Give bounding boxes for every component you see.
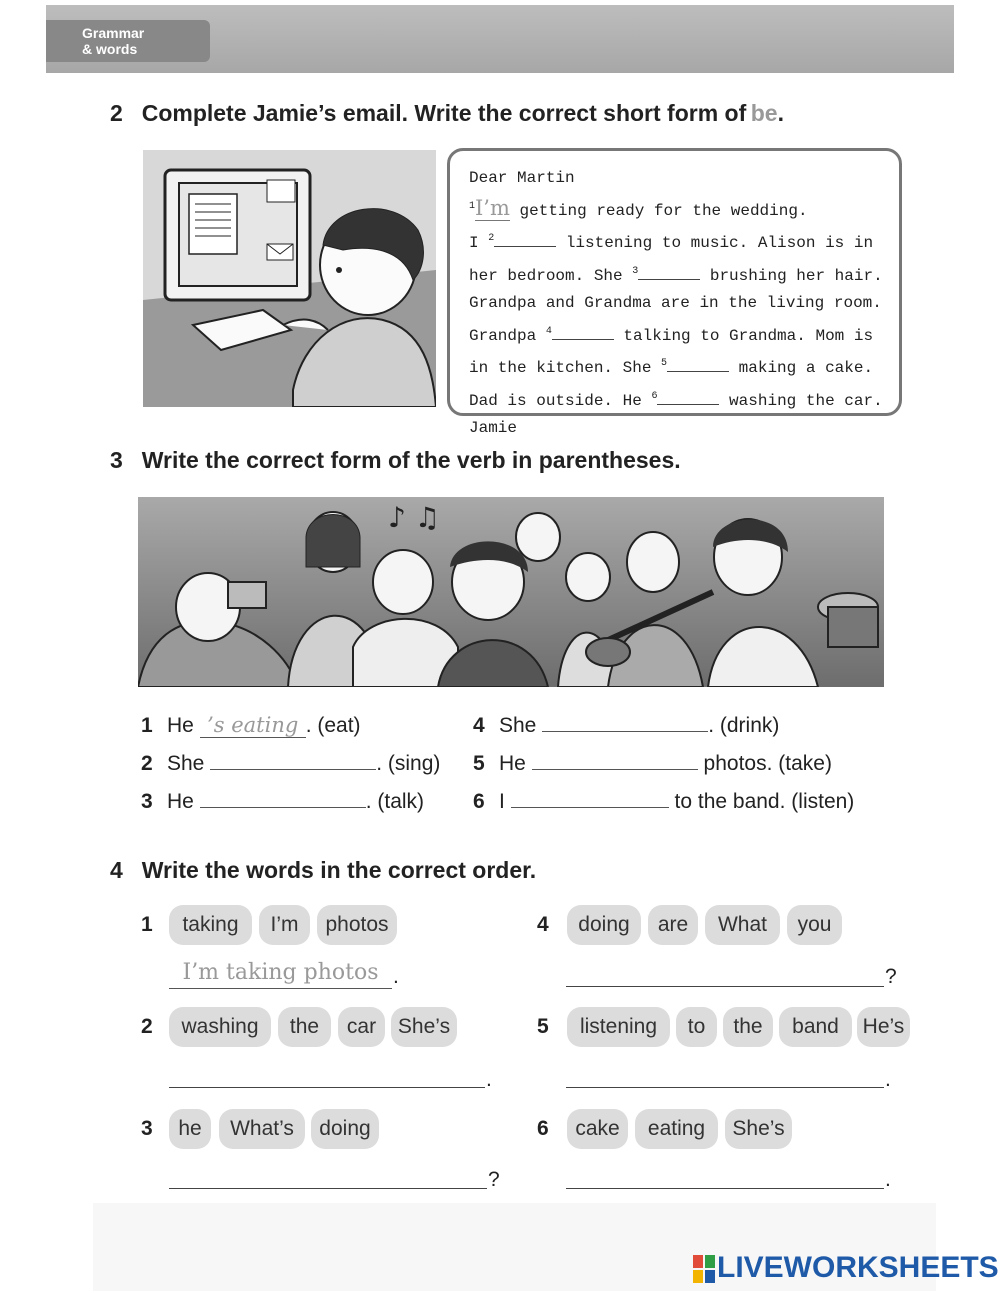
email-blank-6[interactable] — [657, 388, 719, 405]
party-illustration — [138, 497, 884, 687]
email-blank-2[interactable] — [494, 230, 556, 247]
answer-end-punct: . — [885, 1168, 891, 1191]
ex3-blank-4[interactable] — [542, 713, 708, 732]
item-number: 1 — [141, 714, 153, 737]
word-chip[interactable]: I’m — [259, 905, 310, 945]
word-chip[interactable]: the — [723, 1007, 773, 1047]
word-chip[interactable]: cake — [567, 1109, 628, 1149]
email-text: washing the car. — [719, 391, 883, 410]
word-chip[interactable]: eating — [635, 1109, 718, 1149]
word-chip[interactable]: What’s — [219, 1109, 305, 1149]
word-chip[interactable]: He’s — [857, 1007, 910, 1047]
boy-at-computer-drawing — [143, 150, 436, 407]
exercise-3-heading — [110, 447, 681, 474]
email-text: Grandpa — [469, 326, 546, 345]
exercise-number: 3 — [110, 447, 123, 473]
email-text: brushing her hair. — [700, 266, 883, 285]
exercise-number: 2 — [110, 100, 123, 126]
exercise-title: Write the correct form of the verb in parentheses. — [141, 447, 681, 473]
svg-text:♪ ♫: ♪ ♫ — [388, 501, 440, 534]
item-after: . (sing) — [376, 752, 441, 775]
word-chip[interactable]: washing — [169, 1007, 271, 1047]
ex4-answer-line-4[interactable] — [566, 986, 884, 987]
exercise-title: Complete Jamie’s email. Write the correct short form of — [141, 100, 747, 126]
ex3-item-2 — [141, 751, 440, 776]
email-blank-5[interactable] — [667, 355, 729, 372]
boy-at-computer-illustration — [143, 150, 436, 407]
email-text: talking to Grandma. Mom is — [613, 326, 874, 345]
item-after: to the band. (listen) — [668, 790, 855, 813]
gap-number: 1 — [469, 200, 476, 212]
answer-end-punct: ? — [488, 1168, 500, 1191]
item-subject: He — [167, 714, 194, 737]
email-text: I — [469, 234, 489, 252]
ex4-answer-line-5[interactable] — [566, 1087, 884, 1088]
exercise-title: Write the words in the correct order. — [141, 857, 537, 883]
answer-end-punct: . — [393, 965, 399, 988]
ex4-answer-line-3[interactable] — [169, 1188, 487, 1189]
item-number: 2 — [141, 752, 153, 775]
exercise-number: 4 — [110, 857, 123, 883]
section-tab — [46, 20, 210, 62]
exercise-2-heading — [110, 100, 784, 127]
word-chip[interactable]: band — [779, 1007, 852, 1047]
gap-number: 6 — [651, 390, 658, 402]
word-chip[interactable]: doing — [311, 1109, 379, 1149]
exercise-keyword: be — [750, 100, 778, 126]
item-number: 4 — [473, 714, 485, 737]
party-drawing — [138, 497, 884, 687]
email-text: Grandpa and Grandma are in the living room. — [469, 294, 882, 312]
ex4-item-number: 2 — [141, 1015, 153, 1038]
email-text: getting ready for the wedding. — [509, 201, 808, 220]
email-blank-3[interactable] — [638, 263, 700, 280]
word-chip[interactable]: She’s — [391, 1007, 457, 1047]
ex4-item-number: 4 — [537, 913, 549, 936]
email-text: Dad is outside. He — [469, 391, 652, 410]
word-chip[interactable]: the — [278, 1007, 331, 1047]
word-chip[interactable]: are — [648, 905, 698, 945]
ex3-item-1 — [141, 713, 361, 738]
email-greeting: Dear Martin — [469, 169, 575, 187]
ex4-answer-line-6[interactable] — [566, 1188, 884, 1189]
answer-end-punct: . — [486, 1068, 492, 1091]
section-tab-line2: & words — [82, 41, 138, 57]
liveworksheets-logo-icon — [693, 1255, 715, 1283]
word-chip[interactable]: doing — [567, 905, 641, 945]
word-chip[interactable]: taking — [169, 905, 252, 945]
item-after: photos. (take) — [697, 752, 832, 775]
ex3-blank-5[interactable] — [532, 751, 698, 770]
word-chip[interactable]: listening — [567, 1007, 670, 1047]
email-blank-4[interactable] — [552, 323, 614, 340]
ex3-blank-2[interactable] — [210, 751, 376, 770]
email-text: listening to music. Alison is in — [556, 234, 874, 252]
logo-grid-icon — [693, 1255, 715, 1283]
item-subject: He — [167, 790, 194, 813]
ex4-answer-line-2[interactable] — [169, 1087, 485, 1088]
item-number: 5 — [473, 752, 485, 775]
gap-number: 5 — [661, 358, 668, 369]
word-chip[interactable]: you — [787, 905, 842, 945]
word-chip[interactable]: car — [338, 1007, 385, 1047]
gap-number: 3 — [632, 265, 639, 277]
item-subject: I — [499, 790, 505, 813]
word-chip[interactable]: photos — [317, 905, 397, 945]
ex3-blank-3[interactable] — [200, 789, 366, 808]
email-text: making a cake. — [729, 359, 874, 377]
word-chip[interactable]: he — [169, 1109, 211, 1149]
exercise-4-heading — [110, 857, 536, 884]
word-chip[interactable]: What — [705, 905, 780, 945]
email-text: her bedroom. She — [469, 266, 633, 285]
item-after: . (talk) — [365, 790, 425, 813]
exercise-title-end: . — [777, 100, 784, 126]
email-signature: Jamie — [469, 419, 518, 437]
ex3-item-6 — [473, 789, 854, 814]
ex3-answer-1[interactable]: ’s eating — [200, 713, 306, 738]
item-after: . (drink) — [708, 714, 780, 737]
liveworksheets-brand[interactable]: LIVEWORKSHEETS — [717, 1251, 999, 1284]
ex3-blank-6[interactable] — [511, 789, 669, 808]
item-subject: She — [499, 714, 537, 737]
email-answer-1[interactable]: I’m — [475, 195, 510, 220]
answer-end-punct: ? — [885, 965, 897, 988]
item-number: 6 — [473, 790, 485, 813]
ex3-item-3 — [141, 789, 424, 814]
email-box — [447, 148, 902, 437]
section-tab-line1: Grammar — [82, 25, 145, 41]
word-chip[interactable]: She’s — [725, 1109, 792, 1149]
item-subject: He — [499, 752, 526, 775]
item-after: . (eat) — [305, 714, 361, 737]
gap-number: 2 — [488, 233, 495, 244]
item-subject: She — [167, 752, 205, 775]
ex3-item-5 — [473, 751, 832, 776]
email-text: in the kitchen. She — [469, 359, 662, 377]
answer-end-punct: . — [885, 1068, 891, 1091]
ex3-item-4 — [473, 713, 779, 738]
ex4-item-number: 6 — [537, 1117, 549, 1140]
ex4-answer-1[interactable]: I’m taking photos — [169, 960, 392, 989]
ex4-item-number: 5 — [537, 1015, 549, 1038]
gap-number: 4 — [545, 325, 552, 337]
item-number: 3 — [141, 790, 153, 813]
ex4-item-number: 1 — [141, 913, 153, 936]
word-chip[interactable]: to — [676, 1007, 717, 1047]
ex4-item-number: 3 — [141, 1117, 153, 1140]
